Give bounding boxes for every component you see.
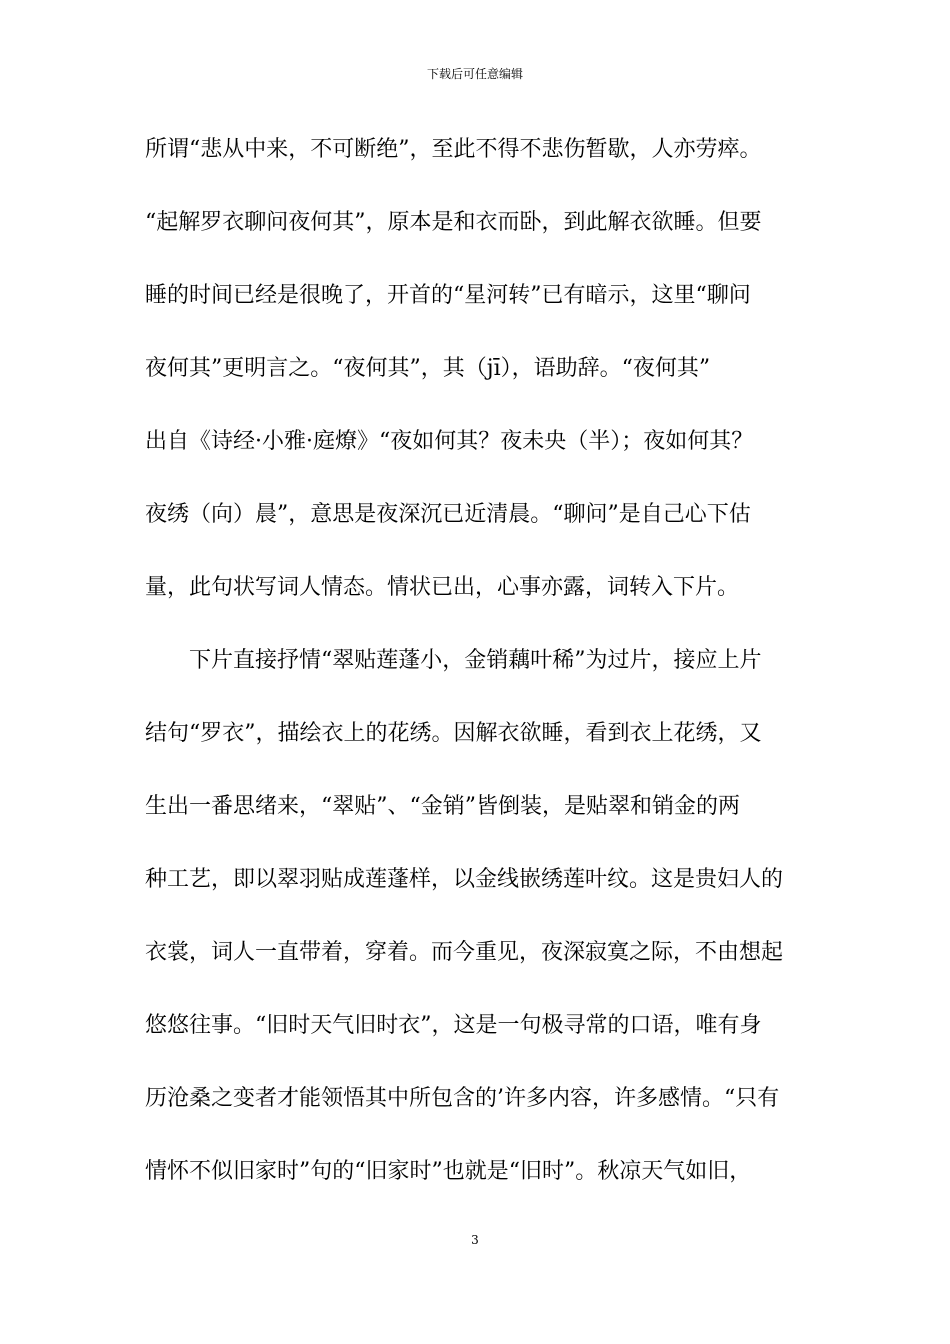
text-line: 结句“罗衣”，描绘衣上的花绣。因解衣欲睡，看到衣上花绣，又 (145, 721, 762, 746)
text-line: 生出一番思绪来，“翠贴”、“金销”皆倒装，是贴翠和销金的两 (145, 794, 740, 819)
text-line: 夜何其”更明言之。“夜何其”，其（jī），语助辞。“夜何其” (145, 356, 711, 381)
text-line: 衣裳，词人一直带着，穿着。而今重见，夜深寂寞之际，不由想起 (145, 940, 784, 965)
text-line: 所谓“悲从中来，不可断绝”，至此不得不悲伤暂歇，人亦劳瘁。 (145, 137, 762, 162)
text-line: 量，此句状写词人情态。情状已出，心事亦露，词转入下片。 (145, 575, 740, 600)
text-line: 睡的时间已经是很晚了，开首的“星河转”已有暗示，这里“聊问 (145, 283, 751, 308)
page-header: 下载后可任意编辑 (426, 67, 523, 81)
body-text (145, 126, 825, 1221)
text-line: 历沧桑之变者才能领悟其中所包含的’许多内容，许多感情。“只有 (145, 1086, 780, 1111)
text-line: 夜绣（向）晨”，意思是夜深沉已近清晨。“聊问”是自己心下估 (145, 502, 751, 527)
page-number: 3 (471, 1233, 479, 1247)
text-line: “起解罗衣聊问夜何其”，原本是和衣而卧，到此解衣欲睡。但要 (145, 210, 762, 235)
paragraph-start-line: 下片直接抒情“翠贴莲蓬小，金销藕叶稀”为过片，接应上片 (189, 648, 762, 673)
text-line: 情怀不似旧家时”句的“旧家时”也就是“旧时”。秋凉天气如旧， (145, 1159, 752, 1184)
text-line: 种工艺，即以翠羽贴成莲蓬样，以金线嵌绣莲叶纹。这是贵妇人的 (145, 867, 784, 892)
text-line: 悠悠往事。“旧时天气旧时衣”，这是一句极寻常的口语，唯有身 (145, 1013, 762, 1038)
text-line: 出自《诗经·小雅·庭燎》“夜如何其？夜未央（半）；夜如何其？ (145, 429, 754, 454)
